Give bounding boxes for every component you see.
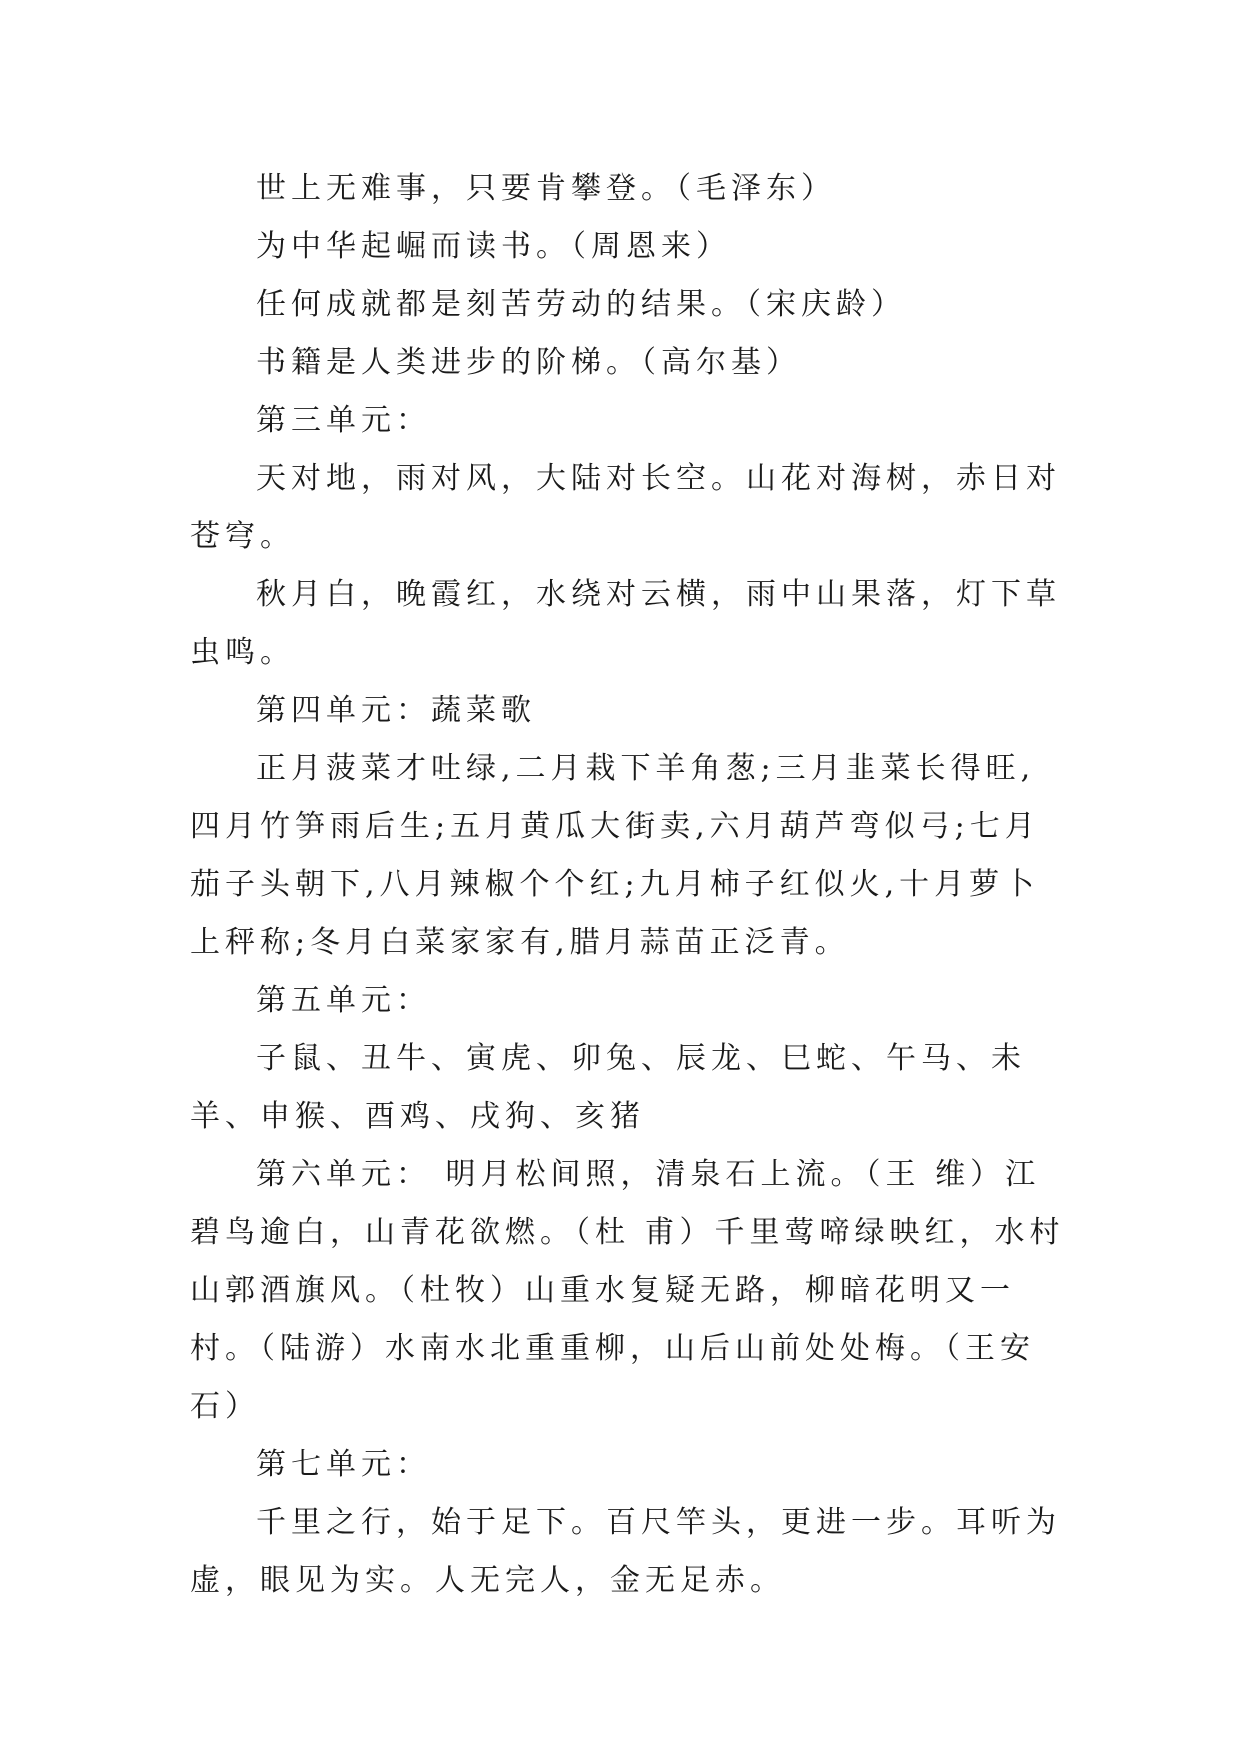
proverb-paragraph: 千里之行，始于足下。百尺竿头，更进一步。耳听为虚，眼见为实。人无完人，金无足赤。 [190, 1505, 1061, 1598]
quote-line: 书籍是人类进步的阶梯。（高尔基） [256, 345, 801, 380]
unit-heading: 第七单元： [256, 1447, 431, 1482]
quote-line: 世上无难事，只要肯攀登。（毛泽东） [256, 171, 836, 206]
unit-heading: 第三单元： [256, 403, 431, 438]
zodiac-paragraph: 子鼠、丑牛、寅虎、卯兔、辰龙、巳蛇、午马、未羊、申猴、酉鸡、戌狗、亥猪 [190, 1041, 1026, 1134]
document-page [190, 160, 1070, 1610]
poetry-paragraph: 第六单元： 明月松间照，清泉石上流。（王 维）江碧鸟逾白，山青花欲燃。（杜 甫）千里莺啼绿映红，水村山郭酒旗风。（杜牧）山重水复疑无路，柳暗花明又一村。（陆游）水南水北重重柳，山后山前处处梅。（王安石） [190, 1157, 1065, 1424]
couplet-paragraph: 天对地，雨对风，大陆对长空。山花对海树，赤日对苍穹。 [190, 461, 1061, 554]
vegetable-song-paragraph: 正月菠菜才吐绿,二月栽下羊角葱;三月韭菜长得旺,四月竹笋雨后生;五月黄瓜大街卖,六月葫芦弯似弓;七月茄子头朝下,八月辣椒个个红;九月柿子红似火,十月萝卜上秤称;冬月白菜家家有,腊月蒜苗正泛青。 [190, 751, 1040, 960]
couplet-paragraph: 秋月白，晚霞红，水绕对云横，雨中山果落，灯下草虫鸣。 [190, 577, 1061, 670]
quote-line: 任何成就都是刻苦劳动的结果。（宋庆龄） [256, 287, 906, 322]
unit-heading: 第五单元： [256, 983, 431, 1018]
quote-line: 为中华起崛而读书。（周恩来） [256, 229, 731, 264]
unit-heading: 第四单元：蔬菜歌 [256, 693, 536, 728]
